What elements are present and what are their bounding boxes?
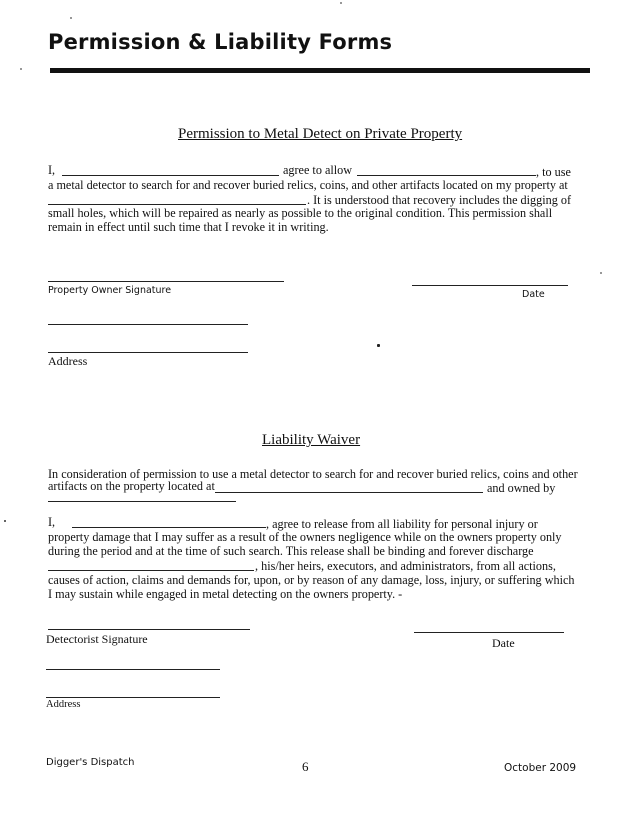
waiver-para2-line2: property damage that I may suffer as a result of the owners negligence while on the owners property only	[48, 530, 562, 544]
title-rule	[50, 68, 590, 73]
owner-signature-field[interactable]	[48, 281, 284, 282]
waiver-property-address-field[interactable]	[215, 492, 483, 493]
owner-address-line-1[interactable]	[48, 324, 248, 325]
waiver-para1-line2-start: artifacts on the property located at	[48, 479, 215, 493]
footer-page-number: 6	[302, 759, 309, 774]
permission-line1-mid: agree to allow	[283, 163, 353, 177]
owner-address-label: Address	[48, 354, 88, 368]
permission-line1-start: I,	[48, 163, 56, 177]
waiver-para2-line4-end: , his/her heirs, executors, and administrators, from all actions,	[255, 559, 556, 573]
waiver-released-owner-field[interactable]	[48, 570, 254, 571]
detectorist-address-line-2[interactable]	[46, 697, 220, 698]
grantee-name-field[interactable]	[357, 175, 536, 176]
waiver-para2-line5: causes of action, claims and demands for, upon, or by reason of any damage, loss, injury, or suffering which	[48, 573, 575, 587]
detectorist-signature-label: Detectorist Signature	[46, 632, 148, 646]
scan-speck	[600, 272, 602, 274]
detectorist-date-label: Date	[492, 636, 515, 650]
waiver-heading: Liability Waiver	[262, 432, 361, 448]
detectorist-signature-field[interactable]	[48, 629, 250, 630]
waiver-para2-line3: during the period and at the time of such search. This release shall be binding and forever discharge	[48, 544, 534, 558]
waiver-para1-line1: In consideration of permission to use a metal detector to search for and recover buried relics, coins and other	[48, 467, 578, 481]
waiver-owner-name-field[interactable]	[48, 501, 236, 502]
owner-signature-label: Property Owner Signature	[48, 285, 172, 296]
waiver-para2-line1-end: , agree to release from all liability for personal injury or	[266, 517, 538, 531]
permission-line1-end: , to use	[536, 165, 571, 179]
permission-line2: a metal detector to search for and recover buried relics, coins, and other artifacts located on my property at	[48, 178, 568, 192]
scan-speck	[20, 68, 22, 70]
permission-line5: remain in effect until such time that I revoke it in writing.	[48, 220, 329, 234]
permission-heading: Permission to Metal Detect on Private Property	[178, 126, 463, 142]
scan-speck	[70, 17, 72, 19]
waiver-para2-line1-start: I,	[48, 515, 56, 529]
property-address-field[interactable]	[48, 204, 306, 205]
owner-date-label: Date	[522, 289, 545, 300]
grantor-name-field[interactable]	[62, 175, 279, 176]
owner-address-line-2[interactable]	[48, 352, 248, 353]
waiver-para2-line6: I may sustain while engaged in metal detecting on the owners property. -	[48, 587, 403, 601]
permission-line4: small holes, which will be repaired as nearly as possible to the original condition. This permission shall	[48, 206, 553, 220]
page-title: Permission & Liability Forms	[48, 30, 393, 54]
detectorist-address-label: Address	[46, 699, 81, 710]
detectorist-address-line-1[interactable]	[46, 669, 220, 670]
waiver-detectorist-name-field[interactable]	[72, 527, 266, 528]
footer-issue-date: October 2009	[504, 762, 577, 774]
detectorist-date-field[interactable]	[414, 632, 564, 633]
permission-line3-end: . It is understood that recovery includes the digging of	[307, 193, 572, 207]
scan-speck	[4, 520, 6, 522]
waiver-para1-line2-end: and owned by	[487, 481, 556, 495]
footer-publication: Digger's Dispatch	[46, 757, 135, 768]
owner-date-field[interactable]	[412, 285, 568, 286]
scan-speck	[340, 2, 342, 4]
scan-speck	[377, 344, 380, 347]
